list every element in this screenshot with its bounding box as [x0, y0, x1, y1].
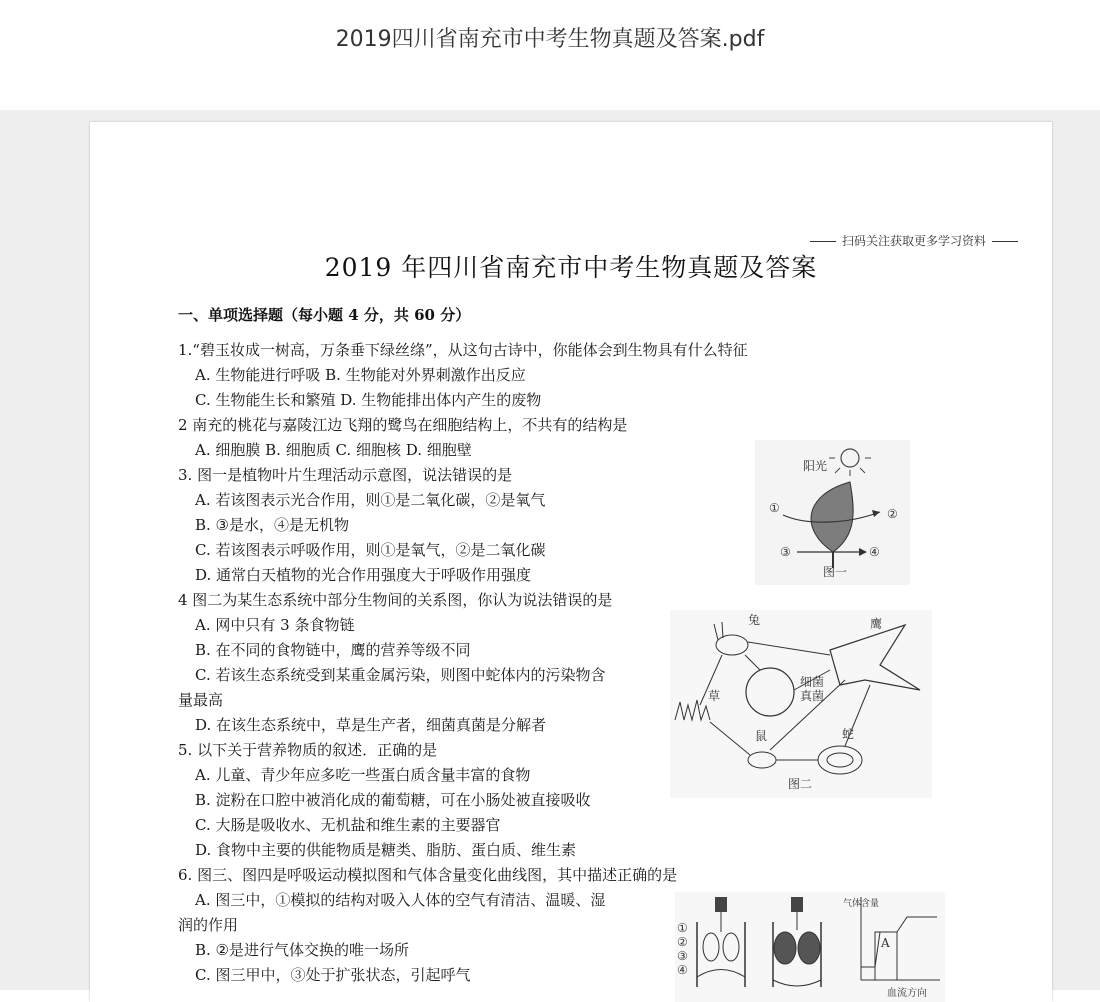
- figure-3-breathing-model: [675, 892, 945, 1002]
- text-line: 润的作用: [178, 916, 239, 934]
- text-line: B. ③是水，④是无机物: [195, 516, 350, 534]
- text-line: D. 通常白天植物的光合作用强度大于呼吸作用强度: [195, 566, 532, 584]
- text-line: 2 南充的桃花与嘉陵江边飞翔的鹭鸟在细胞结构上，不共有的结构是: [178, 416, 628, 434]
- text-line: A. 若该图表示光合作用，则①是二氧化碳，②是氧气: [195, 491, 546, 509]
- document-title: 2019 年四川省南充市中考生物真题及答案: [324, 253, 818, 282]
- fig4-x-axis-label: 血流方向: [887, 988, 927, 999]
- text-line: A. 生物能进行呼吸 B. 生物能对外界刺激作出反应: [195, 366, 526, 384]
- fig4-label-a: A: [881, 936, 890, 950]
- fig1-label-1: ①: [769, 501, 780, 515]
- fig2-grass-label: 草: [708, 689, 721, 703]
- text-line: A. 儿童、青少年应多吃一些蛋白质含量丰富的食物: [195, 766, 531, 784]
- text-line: A. 图三中，①模拟的结构对吸入人体的空气有清洁、温暖、湿: [195, 891, 606, 909]
- text-line: C. 若该图表示呼吸作用，则①是氧气，②是二氧化碳: [195, 541, 546, 559]
- fig3-label-4: ④: [677, 963, 688, 977]
- section-heading: 一、单项选择题（每小题 4 分，共 60 分）: [178, 306, 471, 324]
- file-title: 2019四川省南充市中考生物真题及答案.pdf: [335, 27, 765, 52]
- text-line: A. 网中只有 3 条食物链: [195, 616, 355, 634]
- fig1-label-4: ④: [869, 545, 880, 559]
- qr-note: 扫码关注获取更多学习资料: [804, 232, 1024, 249]
- fig4-y-axis-label: 气体含量: [843, 899, 880, 909]
- text-line: C. 生物能生长和繁殖 D. 生物能排出体内产生的废物: [195, 391, 542, 409]
- fig3-label-2: ②: [677, 935, 688, 949]
- text-line: C. 图三甲中，③处于扩张状态，引起呼气: [195, 966, 471, 984]
- text-line: B. ②是进行气体交换的唯一场所: [195, 941, 410, 959]
- figure-1-leaf-diagram: [755, 440, 910, 585]
- text-line: A. 细胞膜 B. 细胞质 C. 细胞核 D. 细胞壁: [195, 441, 472, 459]
- viewer-header: [0, 0, 1100, 110]
- pdf-page: [90, 122, 1052, 1002]
- text-line: D. 食物中主要的供能物质是糖类、脂肪、蛋白质、维生素: [195, 841, 577, 859]
- bell-jar-right-lung: [774, 932, 796, 964]
- text-line: 6. 图三、图四是呼吸运动模拟图和气体含量变化曲线图，其中描述正确的是: [178, 866, 678, 884]
- pdf-viewer-area[interactable]: [0, 110, 1100, 999]
- fig2-fungi-label: 真菌: [800, 689, 825, 703]
- fig2-eagle-label: 鹰: [870, 617, 883, 631]
- fig3-label-3: ③: [677, 949, 688, 963]
- text-line: C. 大肠是吸收水、无机盐和维生素的主要器官: [195, 816, 501, 834]
- fig2-caption: 图二: [788, 777, 813, 791]
- text-line: C. 若该生态系统受到某重金属污染，则图中蛇体内的污染物含: [195, 666, 606, 684]
- text-line: 4 图二为某生态系统中部分生物间的关系图，你认为说法错误的是: [178, 591, 613, 609]
- fig2-bacteria-label: 细菌: [800, 675, 825, 689]
- text-line: 1.“碧玉妆成一树高，万条垂下绿丝绦”，从这句古诗中，你能体会到生物具有什么特征: [178, 341, 748, 359]
- fig2-rabbit-label: 兔: [748, 613, 761, 627]
- fig1-label-2: ②: [887, 507, 898, 521]
- fig2-mouse-label: 鼠: [755, 729, 768, 743]
- fig3-label-1: ①: [677, 921, 688, 935]
- text-line: 3. 图一是植物叶片生理活动示意图，说法错误的是: [178, 466, 513, 484]
- text-line: D. 在该生态系统中，草是生产者，细菌真菌是分解者: [195, 716, 547, 734]
- text-line: 5. 以下关于营养物质的叙述．正确的是: [178, 741, 438, 759]
- text-line: 量最高: [178, 691, 224, 709]
- fig1-caption: 图一: [823, 565, 848, 579]
- fig2-snake-label: 蛇: [842, 727, 855, 741]
- text-line: B. 淀粉在口腔中被消化成的葡萄糖，可在小肠处被直接吸收: [195, 791, 591, 809]
- fig1-label-3: ③: [780, 545, 791, 559]
- text-line: B. 在不同的食物链中，鹰的营养等级不同: [195, 641, 471, 659]
- figure-2-food-web: [670, 610, 932, 798]
- fig1-sun-label: 阳光: [803, 459, 828, 473]
